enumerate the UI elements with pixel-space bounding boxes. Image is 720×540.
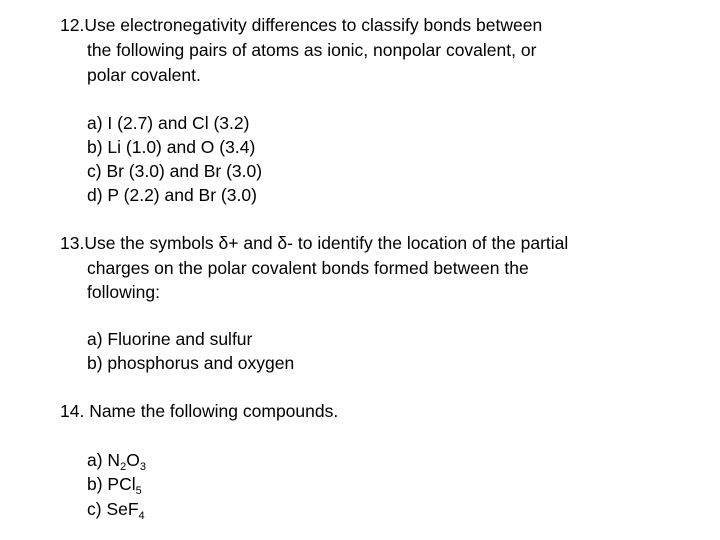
question-13-line-2: charges on the polar covalent bonds formed between the (87, 258, 529, 278)
question-14-line-1: 14. Name the following compounds. (60, 401, 339, 421)
formula-part: O (126, 450, 140, 470)
formula-part: a) N (87, 450, 121, 470)
question-12-line-1: 12.Use electronegativity differences to classify bonds between (60, 15, 543, 35)
question-12-item-b: b) Li (1.0) and O (3.4) (87, 137, 256, 157)
question-12-item-c: c) Br (3.0) and Br (3.0) (87, 161, 263, 181)
formula-subscript: 5 (135, 485, 142, 497)
formula-subscript: 2 (120, 461, 127, 473)
formula-subscript: 4 (138, 510, 145, 522)
formula-part: b) PCl (87, 474, 136, 494)
question-13-item-b: b) phosphorus and oxygen (87, 353, 295, 373)
question-12-line-3: polar covalent. (87, 65, 201, 85)
question-13-line-1: 13.Use the symbols δ+ and δ- to identify the location of the partial (60, 233, 569, 253)
question-14-item-b (87, 474, 142, 497)
question-14-item-a (87, 450, 146, 473)
question-13-item-a: a) Fluorine and sulfur (87, 329, 253, 349)
question-12-line-2: the following pairs of atoms as ionic, nonpolar covalent, or (87, 40, 537, 60)
formula-part: c) SeF (87, 499, 139, 519)
question-13-line-3: following: (87, 282, 160, 302)
formula-subscript: 3 (139, 461, 146, 473)
question-12-item-d: d) P (2.2) and Br (3.0) (87, 185, 257, 205)
question-12-item-a: a) I (2.7) and Cl (3.2) (87, 113, 250, 133)
question-14-item-c (87, 499, 145, 522)
